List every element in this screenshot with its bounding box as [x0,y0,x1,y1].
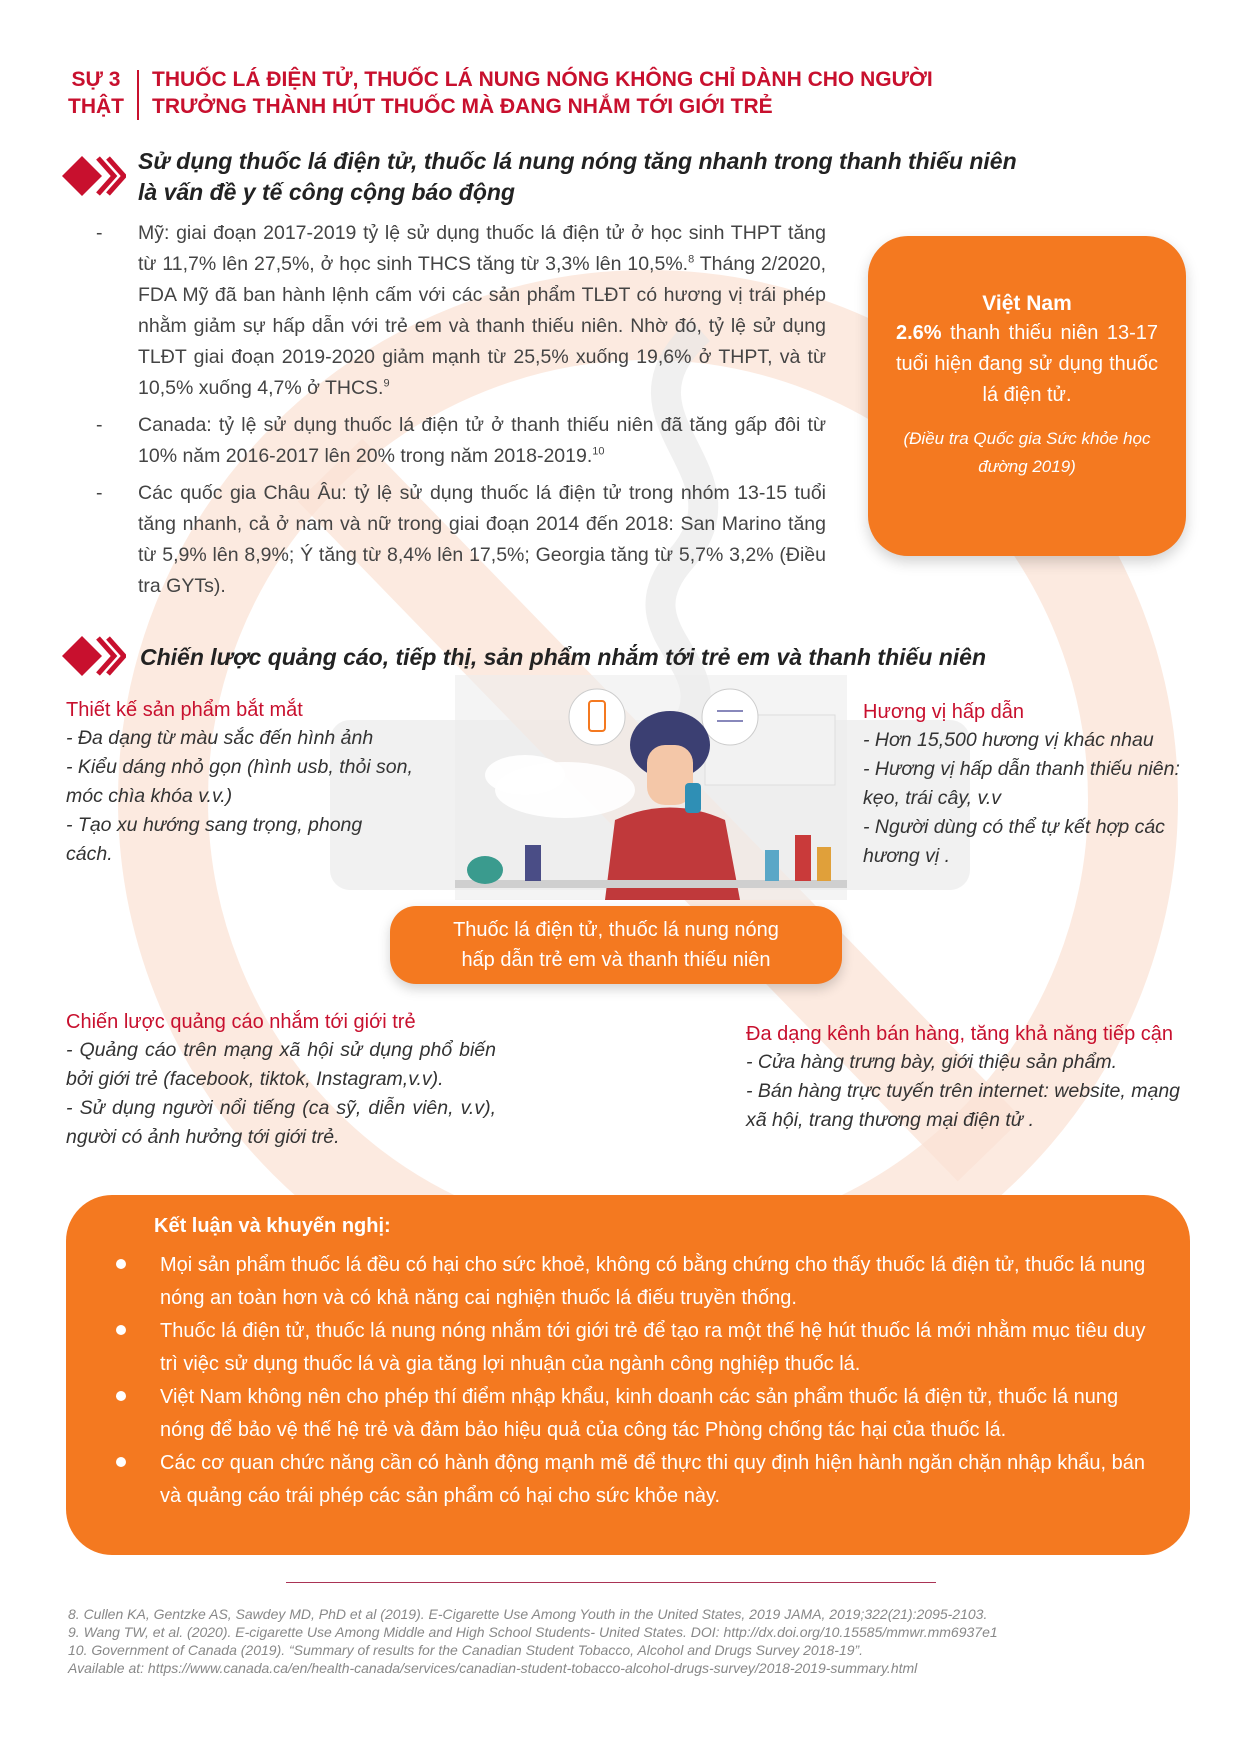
double-chevron-icon [62,154,126,198]
reference-item: 10. Government of Canada (2019). “Summary of results for the Canadian Student Tobacco, Alcohol and Drugs Survey 2018-19”. [68,1642,864,1658]
section-heading-marketing: Chiến lược quảng cáo, tiếp thị, sản phẩm nhắm tới trẻ em và thanh thiếu niên [140,644,987,670]
feature-line: - Hương vị hấp dẫn thanh thiếu niên: kẹo, trái cây, v.v [863,758,1180,809]
double-chevron-icon [62,634,126,678]
vietnam-box-title: Việt Nam [982,292,1072,315]
feature-channels [746,1020,1186,1135]
feature-line: - Hơn 15,500 hương vị khác nhau [863,729,1154,751]
fact-label: SỰ 3 THẬT [68,68,124,118]
bullet-icon [116,1325,126,1335]
feature-line: - Cửa hàng trưng bày, giới thiệu sản phẩm. [746,1051,1118,1073]
bullet-icon [116,1457,126,1467]
feature-title: Đa dạng kênh bán hàng, tăng khả năng tiếp cận [746,1023,1174,1045]
illustration-caption: Thuốc lá điện tử, thuốc lá nung nóng hấp dẫn trẻ em và thanh thiếu niên [390,906,842,984]
feature-line: - Bán hàng trực tuyến trên internet: website, mạng xã hội, trang thương mại điện tử . [746,1080,1181,1131]
list-item: Việt Nam không nên cho phép thí điểm nhập khẩu, kinh doanh các sản phẩm thuốc lá điện tử, thuốc lá nung nóng để bảo vệ thế hệ trẻ và đảm bảo hiệu quả của công tác Phòng chống tác hại của thuốc lá. [116,1381,1156,1447]
list-item-usa: - Mỹ: giai đoạn 2017-2019 tỷ lệ sử dụng thuốc lá điện tử ở học sinh THPT tăng từ 11,7% lên 27,5%, ở học sinh THCS tăng từ 3,3% lên 10,5%.$^8$ Tháng 2/2020, FDA Mỹ đã ban hành lệnh cấm với các sản phẩm TLĐT có hương vị trái phép nhằm giảm sự hấp dẫn với trẻ em và thanh thiếu niên. Nhờ đó, tỷ lệ sử dụng TLĐT giai đoạn 2019-2020 giảm mạnh từ 25,5% xuống 19,6% ở THPT, và từ 10,5% xuống 4,7% ở THCS.$^9$ [96,222,826,399]
feature-title: Chiến lược quảng cáo nhắm tới giới trẻ [66,1011,416,1033]
youth-vaping-illustration [455,675,847,900]
references [68,1605,1188,1677]
feature-title: Hương vị hấp dẫn [863,701,1025,723]
bullet-icon [116,1391,126,1401]
feature-design [66,696,446,869]
reference-item: 8. Cullen KA, Gentzke AS, Sawdey MD, PhD et al (2019). E-Cigarette Use Among Youth in the United States, 2019 JAMA, 2019;322(21):2095-2103. [68,1606,988,1622]
feature-line: - Quảng cáo trên mạng xã hội sử dụng phổ biến bởi giới trẻ (facebook, tiktok, Instagram,v.v). [66,1039,496,1090]
list-item: Thuốc lá điện tử, thuốc lá nung nóng nhắm tới giới trẻ để tạo ra một thế hệ hút thuốc lá mới nhằm mục tiêu duy trì việc sử dụng thuốc lá và gia tăng lợi nhuận của ngành công nghiệp thuốc lá. [116,1315,1156,1381]
feature-line: - Sử dụng người nổi tiếng (ca sỹ, diễn viên, v.v), người có ảnh hưởng tới giới trẻ. [66,1097,496,1148]
feature-line: - Người dùng có thể tự kết hợp các hương vị . [863,816,1165,867]
vietnam-box-text: 2.6% thanh thiếu niên 13-17 tuổi hiện đang sử dụng thuốc lá điện tử. [896,322,1158,406]
page-title: THUỐC LÁ ĐIỆN TỬ, THUỐC LÁ NUNG NÓNG KHÔNG CHỈ DÀNH CHO NGƯỜI TRƯỞNG THÀNH HÚT THUỐC MÀ ĐANG NHẮM TỚI GIỚI TRẺ [152,68,933,118]
reference-item: Available at: https://www.canada.ca/en/health-canada/services/canadian-student-tobacco-alcohol-drugs-survey/2018-2019-summary.html [68,1660,918,1676]
conclusion-list [116,1249,1156,1513]
footnote-divider [286,1582,936,1583]
feature-ads [66,1008,496,1152]
bullet-icon [116,1259,126,1269]
list-item-canada: - Canada: tỷ lệ sử dụng thuốc lá điện tử ở thanh thiếu niên đã tăng gấp đôi từ 10% năm 2016-2017 lên 20% trong năm 2018-2019.10 [96,414,826,467]
header-divider [137,70,139,120]
reference-item: 9. Wang TW, et al. (2020). E-cigarette Use Among Middle and High School Students- United States. DOI: http://dx.doi.org/10.15585/mmwr.mm6937e1 [68,1624,998,1640]
usage-list [96,218,826,608]
vape-device-icon [569,689,625,745]
list-item: Các cơ quan chức năng cần có hành động mạnh mẽ để thực thi quy định hiện hành ngăn chặn nhập khẩu, bán và quảng cáo trái phép các sản phẩm có hại cho sức khỏe này. [116,1447,1156,1513]
feature-flavor [863,698,1203,871]
feature-line: - Tạo xu hướng sang trọng, phong cách. [66,814,363,865]
vietnam-stat-box [868,236,1186,556]
feature-line: - Đa dạng từ màu sắc đến hình ảnh [66,727,374,749]
feature-line: - Kiểu dáng nhỏ gọn (hình usb, thỏi son, móc chìa khóa v.v.) [66,756,413,807]
feature-title: Thiết kế sản phẩm bắt mắt [66,699,303,721]
vietnam-box-source: (Điều tra Quốc gia Sức khỏe học đường 2019) [903,429,1151,476]
conclusion-title: Kết luận và khuyến nghị: [154,1215,391,1237]
conclusion-box [66,1195,1190,1555]
list-item-europe: - Các quốc gia Châu Âu: tỷ lệ sử dụng thuốc lá điện tử trong nhóm 13-15 tuổi tăng nhanh, cả ở nam và nữ trong giai đoạn 2014 đến 2018: San Marino tăng từ 5,9% lên 8,9%; Ý tăng từ 8,4% lên 17,5%; Georgia tăng từ 5,7% 3,2% (Điều tra GYTs). [96,482,826,597]
section-heading-usage: Sử dụng thuốc lá điện tử, thuốc lá nung nóng tăng nhanh trong thanh thiếu niên là vấn đề y tế công cộng báo động [138,148,1017,205]
list-item: Mọi sản phẩm thuốc lá đều có hại cho sức khoẻ, không có bằng chứng cho thấy thuốc lá điện tử, thuốc lá nung nóng an toàn hơn và có khả năng cai nghiện thuốc lá điếu truyền thống. [116,1249,1156,1315]
flavor-icon [702,689,758,745]
